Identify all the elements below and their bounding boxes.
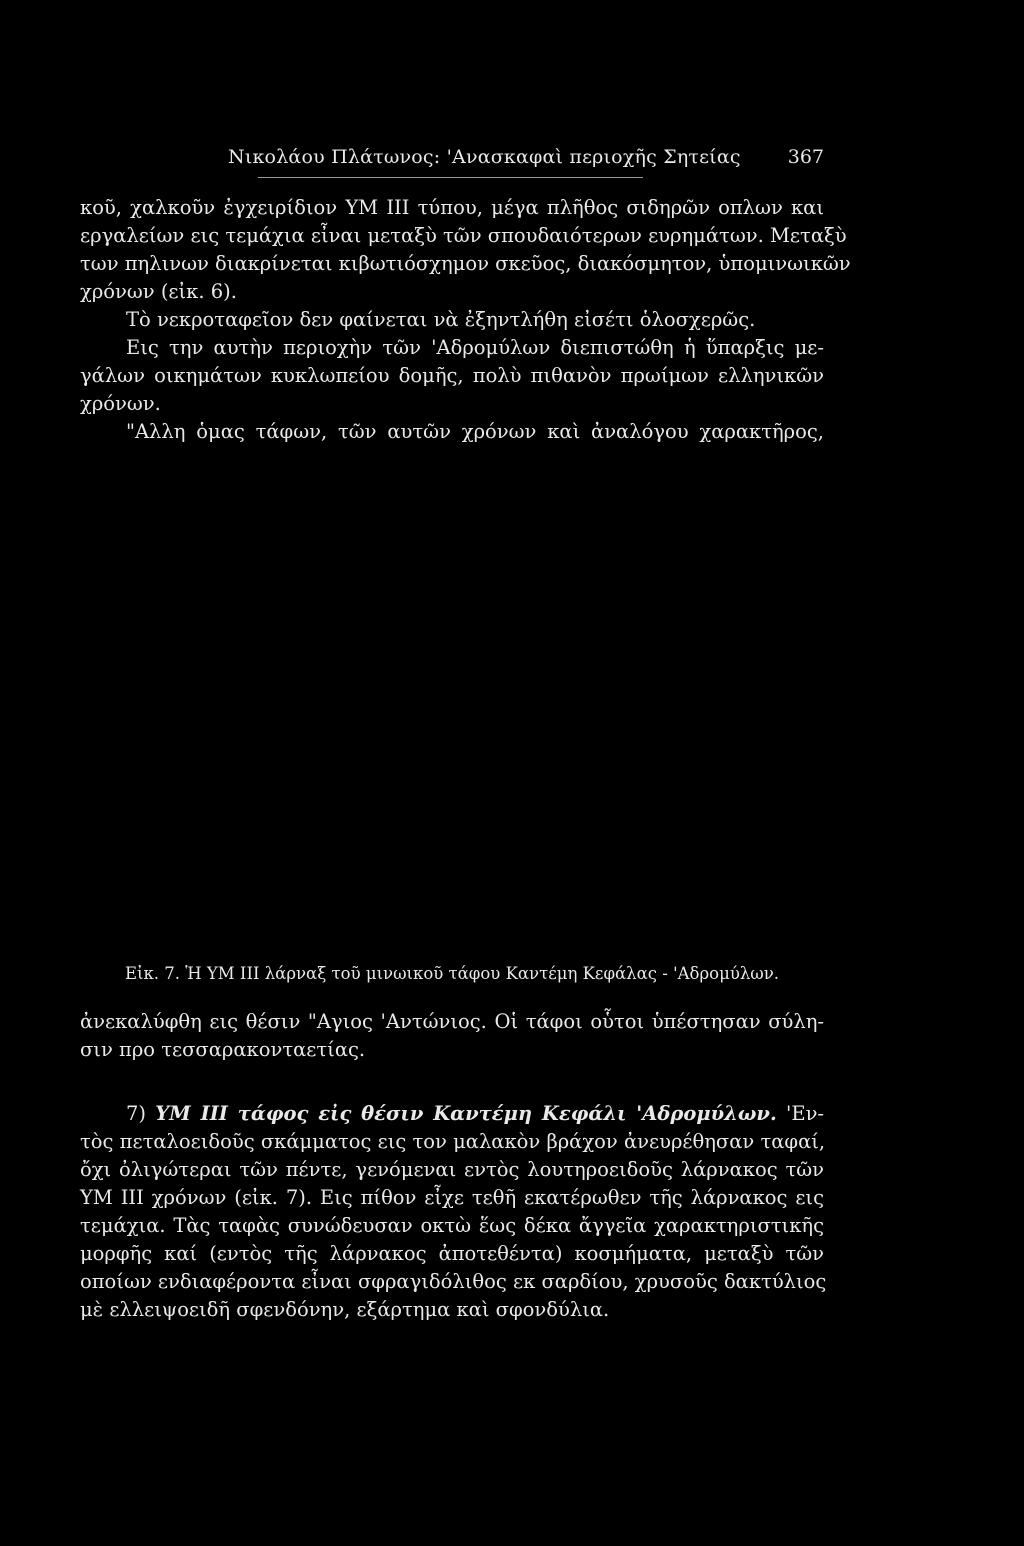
text-line: Τὸ νεκροταφεῖον δεν φαίνεται νὰ ἐξηντλήθη εἰσέτι ὁλοσχερῶς. xyxy=(126,308,756,331)
text-line: μὲ ελλειψοειδῆ σφενδόνην, εξάρτημα καὶ σφονδύλια. xyxy=(80,1298,610,1321)
text-line: ΥΜ ΙΙΙ χρόνων (εἰκ. 7). Εις πίθον εἶχε τεθῆ εκατέρωθεν τῆς λάρνακος εις xyxy=(80,1186,824,1209)
text-line: "Αλλη ὁμας τάφων, τῶν αυτῶν χρόνων καὶ ἀναλόγου χαρακτῆρος, xyxy=(126,420,824,443)
text-line: σιν προ τεσσαρακονταετίας. xyxy=(80,1038,366,1061)
text-line: εργαλείων εις τεμάχια εἶναι μεταξὺ τῶν σπουδαιότερων ευρημάτων. Μεταξὺ xyxy=(80,224,847,247)
figure-image xyxy=(80,478,824,948)
text-line: τὸς πεταλοειδοῦς σκάμματος εις τον μαλακὸν βράχον ἀνευρέθησαν ταφαί, xyxy=(80,1130,826,1153)
text-line: Εις την αυτὴν περιοχὴν τῶν 'Αδρομύλων διεπιστώθη ἡ ὕπαρξις με- xyxy=(126,336,824,359)
section-7 xyxy=(80,1100,827,1324)
page-number: 367 xyxy=(787,146,824,168)
text-line: χρόνων. xyxy=(80,392,161,415)
section-number: 7) xyxy=(126,1102,147,1125)
text-line: κοῦ, χαλκοῦν ἐγχειρίδιον ΥΜ ΙΙΙ τύπου, μέγα πλῆθος σιδηρῶν οπλων και xyxy=(80,196,824,219)
text-line: μορφῆς καί (εντὸς τῆς λάρνακος ἀποτεθέντα) κοσμήματα, μεταξὺ τῶν xyxy=(80,1242,824,1265)
text-line: των πηλινων διακρίνεται κιβωτιόσχημον σκεῦος, διακόσμητον, ὑπομινωικῶν xyxy=(80,252,851,275)
section-heading-tail: 'Εν- xyxy=(785,1102,825,1125)
header-rule xyxy=(258,177,643,178)
paragraph-top xyxy=(80,194,851,446)
text-line: ὄχι ὀλιγώτεραι τῶν πέντε, γενόμεναι εντὸς λουτηροειδοῦς λάρνακος τῶν xyxy=(80,1158,824,1181)
paragraph-mid xyxy=(80,1008,824,1064)
figure-caption: Εἰκ. 7. Ἡ ΥΜ ΙΙΙ λάρναξ τοῦ μινωικοῦ τάφου Καντέμη Κεφάλας - 'Αδρομύλων. xyxy=(124,964,780,983)
text-line: οποίων ενδιαφέροντα εἶναι σφραγιδόλιθος εκ σαρδίου, χρυσοῦς δακτύλιος xyxy=(80,1270,827,1293)
running-title: Νικολάου Πλάτωνος: 'Ανασκαφαὶ περιοχῆς Σητείας xyxy=(228,146,741,168)
running-header xyxy=(228,146,824,172)
text-line: χρόνων (εἰκ. 6). xyxy=(80,280,237,303)
text-line: τεμάχια. Τὰς ταφὰς συνώδευσαν οκτὼ ἕως δέκα ἄγγεῖα χαρακτηριστικῆς xyxy=(80,1214,824,1237)
section-heading-line xyxy=(80,1100,824,1128)
text-line: γάλων οικημάτων κυκλωπείου δομῆς, πολὺ πιθανὸν πρωίμων ελληνικῶν xyxy=(80,364,824,387)
section-heading: ΥΜ ΙΙΙ τάφος εἰς θέσιν Καντέμη Κεφάλι 'Αδρομύλων. xyxy=(155,1102,777,1125)
text-line: ἀνεκαλύφθη εις θέσιν "Αγιος 'Αντώνιος. Οἱ τάφοι οὗτοι ὑπέστησαν σύλη- xyxy=(80,1010,824,1033)
